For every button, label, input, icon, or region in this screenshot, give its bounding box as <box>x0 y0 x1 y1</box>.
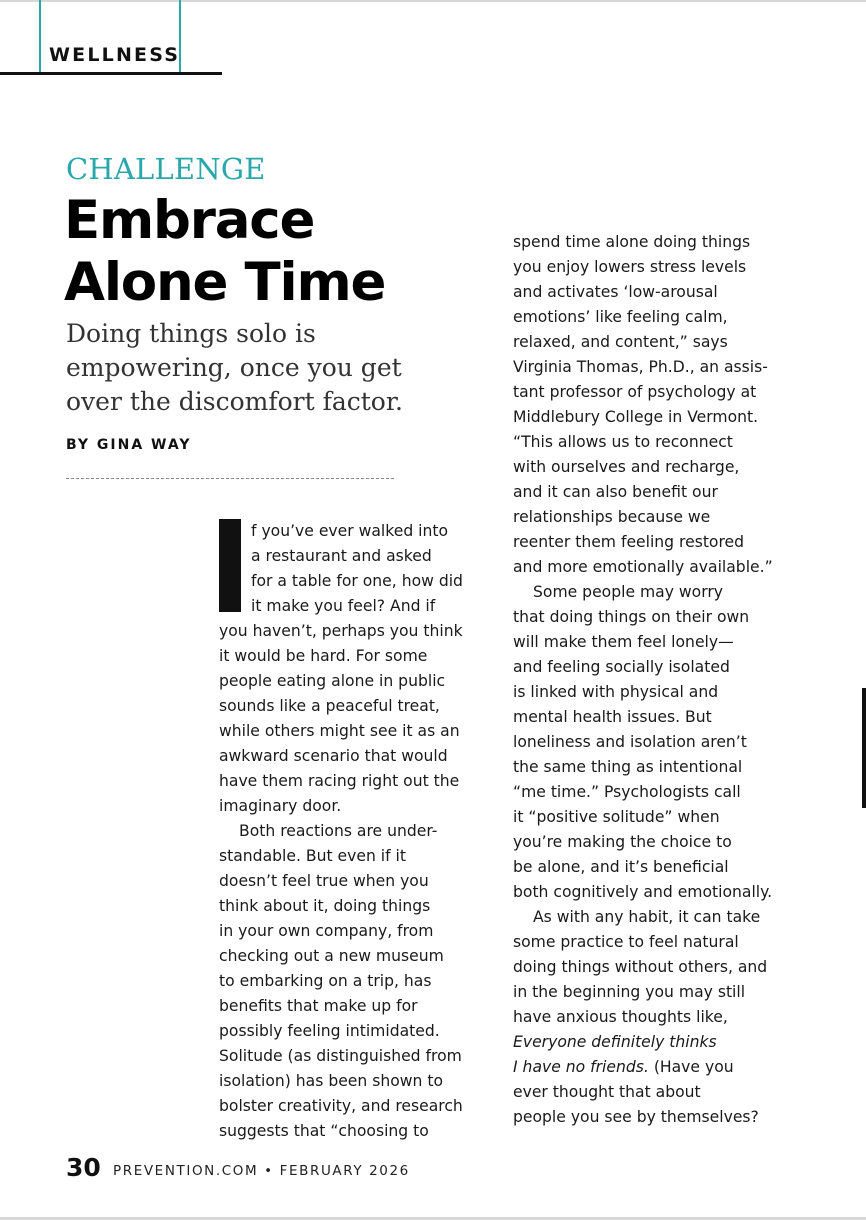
text-line: loneliness and isolation aren’t <box>513 733 747 751</box>
page-edge-bar <box>862 688 866 808</box>
text-line: Both reactions are under- <box>239 822 438 840</box>
text-line-italic: Everyone definitely thinks <box>513 1033 717 1051</box>
text-line: be alone, and it’s beneficial <box>513 858 729 876</box>
text-line: and activates ‘low-arousal <box>513 283 718 301</box>
text-line: relaxed, and content,” says <box>513 333 728 351</box>
byline: BY GINA WAY <box>66 437 192 453</box>
headline <box>64 190 464 314</box>
text-line: sounds like a peaceful treat, <box>219 697 440 715</box>
text-line: f you’ve ever walked into <box>251 522 449 540</box>
text-line: imaginary door. <box>219 797 342 815</box>
text-line: reenter them feeling restored <box>513 533 745 551</box>
text-line: relationships because we <box>513 508 711 526</box>
section-underline <box>0 72 222 75</box>
text-line: is linked with physical and <box>513 683 719 701</box>
text-line: possibly feeling intimidated. <box>219 1022 440 1040</box>
text-line: you haven’t, perhaps you think <box>219 622 463 640</box>
text-line: some practice to feel natural <box>513 933 739 951</box>
drop-cap-text <box>251 519 463 619</box>
text-line: tant professor of psychology at <box>513 383 757 401</box>
text-line: think about it, doing things <box>219 897 431 915</box>
text-line: with ourselves and recharge, <box>513 458 740 476</box>
text-line: suggests that “choosing to <box>219 1122 429 1140</box>
text-line: doesn’t feel true when you <box>219 872 429 890</box>
text-line: and it can also benefit our <box>513 483 718 501</box>
kicker: CHALLENGE <box>66 152 266 186</box>
text-line: will make them feel lonely— <box>513 633 734 651</box>
text-run: (Have you <box>648 1058 734 1076</box>
text-line: have anxious thoughts like, <box>513 1008 728 1026</box>
text-line: benefits that make up for <box>219 997 418 1015</box>
text-line: while others might see it as an <box>219 722 460 740</box>
text-line: As with any habit, it can take <box>533 908 761 926</box>
text-line: standable. But even if it <box>219 847 407 865</box>
headline-line-2: Alone Time <box>64 252 386 313</box>
italic-run: I have no friends. <box>513 1058 649 1076</box>
text-line: spend time alone doing things <box>513 233 751 251</box>
text-line: isolation) has been shown to <box>219 1072 444 1090</box>
text-line: “This allows us to reconnect <box>513 433 733 451</box>
text-line: ever thought that about <box>513 1083 701 1101</box>
drop-cap-I <box>219 519 241 612</box>
text-line: both cognitively and emotionally. <box>513 883 773 901</box>
text-line: have them racing right out the <box>219 772 460 790</box>
text-line: Solitude (as distinguished from <box>219 1047 462 1065</box>
text-line: it would be hard. For some <box>219 647 428 665</box>
text-line: Middlebury College in Vermont. <box>513 408 759 426</box>
text-line: people eating alone in public <box>219 672 446 690</box>
text-line: emotions’ like feeling calm, <box>513 308 728 326</box>
text-line: awkward scenario that would <box>219 747 448 765</box>
text-line-mixed <box>513 1055 791 1080</box>
text-line: doing things without others, and <box>513 958 768 976</box>
text-line: it “positive solitude” when <box>513 808 720 826</box>
text-line: and more emotionally available.” <box>513 558 773 576</box>
text-line: for a table for one, how did <box>251 572 463 590</box>
text-line: to embarking on a trip, has <box>219 972 432 990</box>
deck: Doing things solo is empowering, once you get over the discomfort factor. <box>66 319 403 416</box>
text-line: bolster creativity, and research <box>219 1097 463 1115</box>
text-line: you enjoy lowers stress levels <box>513 258 747 276</box>
text-line: in your own company, from <box>219 922 434 940</box>
text-line: checking out a new museum <box>219 947 444 965</box>
text-line: and feeling socially isolated <box>513 658 730 676</box>
text-line: that doing things on their own <box>513 608 750 626</box>
text-line: Some people may worry <box>533 583 723 601</box>
text-line: in the beginning you may still <box>513 983 746 1001</box>
text-line: the same thing as intentional <box>513 758 743 776</box>
text-line: a restaurant and asked <box>251 547 432 565</box>
text-line: you’re making the choice to <box>513 833 732 851</box>
page-number: 30 <box>66 1153 101 1182</box>
body-column-left <box>219 619 497 1144</box>
text-line: Virginia Thomas, Ph.D., an assis- <box>513 358 768 376</box>
headline-line-1: Embrace <box>64 190 315 251</box>
footer-text: PREVENTION.COM • FEBRUARY 2026 <box>113 1163 410 1179</box>
text-line: “me time.” Psychologists call <box>513 783 741 801</box>
text-line: mental health issues. But <box>513 708 712 726</box>
text-line: it make you feel? And if <box>251 597 436 615</box>
body-column-right <box>513 230 791 1130</box>
section-label: WELLNESS <box>49 44 181 66</box>
dashed-divider <box>66 478 394 479</box>
text-line: people you see by themselves? <box>513 1108 759 1126</box>
